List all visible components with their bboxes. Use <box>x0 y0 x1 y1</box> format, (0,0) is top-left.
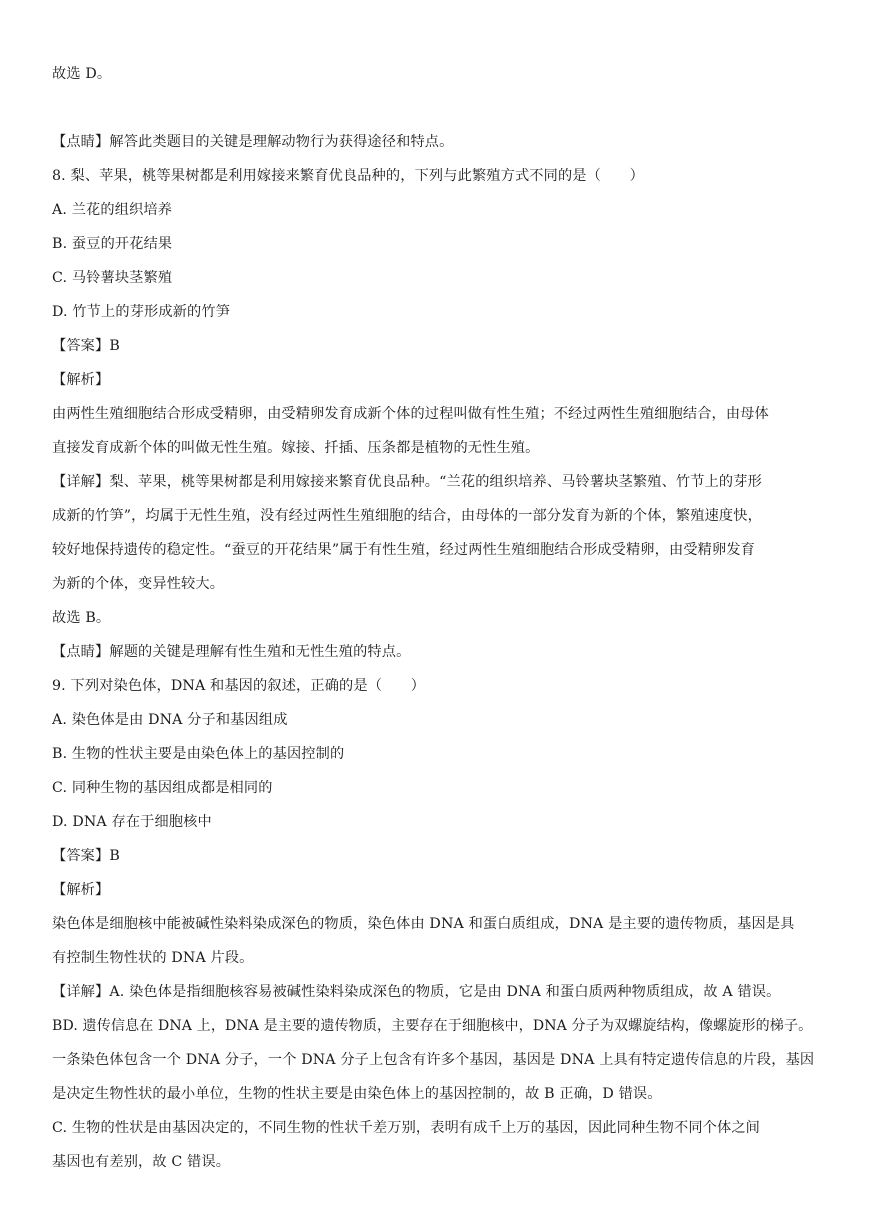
question-8-conclusion: 故选 B。 <box>52 610 111 626</box>
question-8-answer: 【答案】B <box>52 338 120 354</box>
question-9-detail-bd-line-1: BD. 遗传信息在 DNA 上，DNA 是主要的遗传物质，主要存在于细胞核中，DNA 分子为双螺旋结构，像螺旋形的梯子。 <box>52 1018 813 1034</box>
tip-line-q7: 【点睛】解答此类题目的关键是理解动物行为获得途径和特点。 <box>52 134 454 150</box>
question-8-analysis-heading: 【解析】 <box>52 372 110 388</box>
question-8-option-c: C. 马铃薯块茎繁殖 <box>52 270 173 286</box>
question-9-detail-bd-line-2: 一条染色体包含一个 DNA 分子，一个 DNA 分子上包含有许多个基因，基因是 DNA 上具有特定遗传信息的片段，基因 <box>52 1052 815 1068</box>
question-9-detail-c-line-2: 基因也有差别，故 C 错误。 <box>52 1154 231 1170</box>
question-8-detail-line-2: 成新的竹笋”，均属于无性生殖，没有经过两性生殖细胞的结合，由母体的一部分发育为新的个体，繁殖速度快， <box>52 508 762 524</box>
question-8-option-d: D. 竹节上的芽形成新的竹笋 <box>52 304 231 320</box>
question-9-option-a: A. 染色体是由 DNA 分子和基因组成 <box>52 712 288 728</box>
question-9-answer: 【答案】B <box>52 848 120 864</box>
question-9-analysis-line-1: 染色体是细胞核中能被碱性染料染成深色的物质，染色体由 DNA 和蛋白质组成，DNA 是主要的遗传物质，基因是具 <box>52 916 795 932</box>
question-8-analysis-line-2: 直接发育成新个体的叫做无性生殖。嫁接、扦插、压条都是植物的无性生殖。 <box>52 440 540 456</box>
question-9-option-d: D. DNA 存在于细胞核中 <box>52 814 212 830</box>
question-9-option-b: B. 生物的性状主要是由染色体上的基因控制的 <box>52 746 345 762</box>
question-8-detail-line-1: 【详解】梨、苹果，桃等果树都是利用嫁接来繁育优良品种。“兰花的组织培养、马铃薯块茎繁殖、竹节上的芽形 <box>52 474 762 490</box>
question-9-detail-bd-line-3: 是决定生物性状的最小单位，生物的性状主要是由染色体上的基因控制的，故 B 正确，D 错误。 <box>52 1086 662 1102</box>
question-9-detail-a: 【详解】A. 染色体是指细胞核容易被碱性染料染成深色的物质，它是由 DNA 和蛋白质两种物质组成，故 A 错误。 <box>52 984 781 1000</box>
question-9-analysis-heading: 【解析】 <box>52 882 110 898</box>
question-9-detail-c-line-1: C. 生物的性状是由基因决定的，不同生物的性状千差万别，表明有成千上万的基因，因此同种生物不同个体之间 <box>52 1120 761 1136</box>
question-8-option-b: B. 蚕豆的开花结果 <box>52 236 173 252</box>
question-8-detail-line-3: 较好地保持遗传的稳定性。“蚕豆的开花结果”属于有性生殖，经过两性生殖细胞结合形成受精卵，由受精卵发育 <box>52 542 756 558</box>
blank-gap <box>52 91 817 125</box>
question-8-option-a: A. 兰花的组织培养 <box>52 202 173 218</box>
question-9-stem: 9. 下列对染色体，DNA 和基因的叙述，正确的是（ ） <box>52 678 426 694</box>
question-8-tip: 【点睛】解题的关键是理解有性生殖和无性生殖的特点。 <box>52 644 411 660</box>
question-9-option-c: C. 同种生物的基因组成都是相同的 <box>52 780 273 796</box>
question-8-stem: 8. 梨、苹果，桃等果树都是利用嫁接来繁育优良品种的，下列与此繁殖方式不同的是（ ） <box>52 168 644 184</box>
question-8-analysis-line-1: 由两性生殖细胞结合形成受精卵，由受精卵发育成新个体的过程叫做有性生殖；不经过两性生殖细胞结合，由母体 <box>52 406 769 422</box>
document-body <box>52 57 817 1179</box>
question-9-analysis-line-2: 有控制生物性状的 DNA 片段。 <box>52 950 254 966</box>
question-8-detail-line-4: 为新的个体，变异性较大。 <box>52 576 225 592</box>
conclusion-line-q7: 故选 D。 <box>52 66 112 82</box>
